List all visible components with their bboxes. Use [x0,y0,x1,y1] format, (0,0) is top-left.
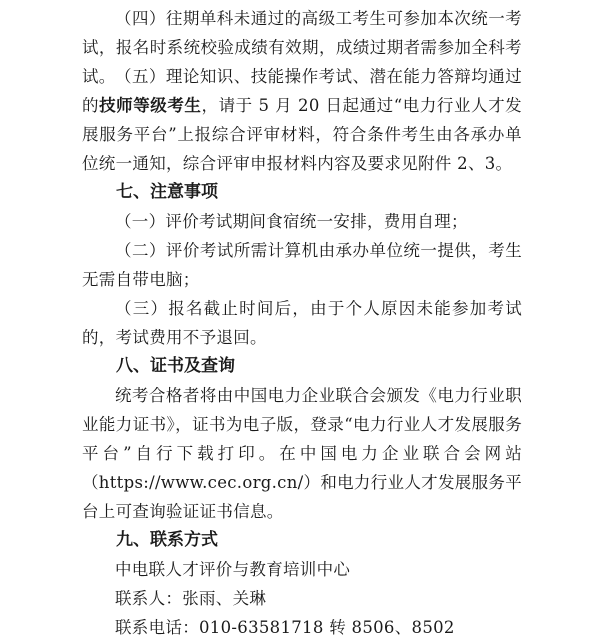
section8-heading: 八、证书及查询 [116,356,235,376]
section7-item1: （一）评价考试期间食宿统一安排，费用自理； [115,212,468,231]
section7-item2: （二）评价考试所需计算机由承办单位统一提供，考生无需自带电脑； [82,241,522,289]
section6-item5 [82,62,522,178]
section6-item4: （四）往期单科未通过的高级工考生可参加本次统一考试，报名时系统校验成绩有效期，成绩过期者需参加全科考试。 [82,9,522,86]
section7-heading: 七、注意事项 [116,182,218,202]
contact-org: 中电联人才评价与教育培训中心 [115,560,351,579]
section6-item5-post: ，请于 5 月 20 日起通过“电力行业人才发展服务平台”上报综合评审材料，符合条件考生由各承办单位统一通知，综合评审申报材料内容及要求见附件 2、3。 [82,96,522,173]
section8-body: 统考合格者将由中国电力企业联合会颁发《电力行业职业能力证书》，证书为电子版，登录“电力行业人才发展服务平台”自行下载打印。在中国电力企业联合会网站（https://www.cec.org.cn/）和电力行业人才发展服务平台上可查询验证证书信息。 [82,386,522,521]
contact-phone: 联系电话：010-63581718 转 8506、8502 [115,618,455,637]
contact-person: 联系人：张雨、关琳 [115,589,267,608]
section6-item5-pre: （五）理论知识、技能操作考试、潜在能力答辩均通过的 [82,67,522,115]
section6-item5-bold: 技师等级考生 [99,96,202,115]
section7-item3: （三）报名截止时间后，由于个人原因未能参加考试的，考试费用不予退回。 [82,299,522,347]
section9-heading: 九、联系方式 [116,530,218,550]
